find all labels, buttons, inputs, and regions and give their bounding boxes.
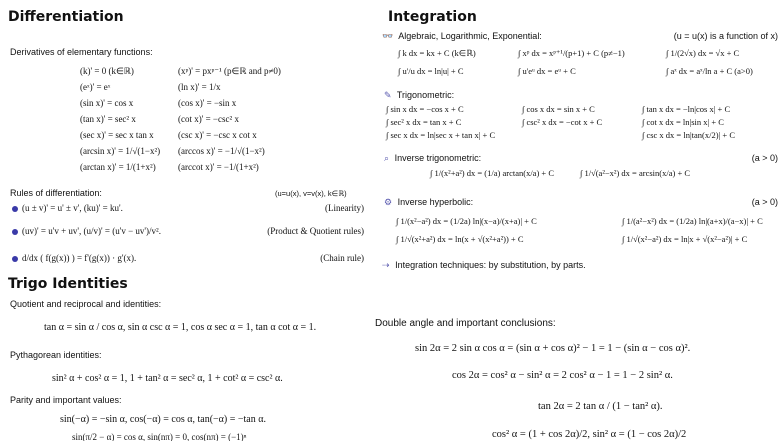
parity-line: sin(−α) = −sin α, cos(−α) = cos α, tan(−α) = −tan α. — [60, 414, 266, 425]
integral: ∫ sin x dx = −cos x + C — [386, 104, 464, 114]
integral: ∫ cot x dx = ln|sin x| + C — [642, 117, 724, 127]
rules-heading: Rules of differentiation: — [10, 188, 102, 198]
invtrig-section-header — [384, 153, 778, 164]
integral: ∫ u'/u dx = ln|u| + C — [398, 66, 464, 76]
integral: ∫ cos x dx = sin x + C — [522, 104, 595, 114]
pyth-heading: Pythagorean identities: — [10, 350, 102, 360]
bullet-icon — [12, 206, 18, 212]
integral: ∫ xᵖ dx = xᵖ⁺¹/(p+1) + C (p≠−1) — [518, 48, 625, 58]
deriv-row: (arccos x)' = −1/√(1−x²) — [178, 146, 265, 156]
trigo-title: Trigo Identities — [8, 276, 128, 292]
double-line-2: cos 2α = cos² α − sin² α = 2 cos² α − 1 = 1 − 2 sin² α. — [452, 370, 673, 381]
integral: ∫ 1/√(a²−x²) dx = arcsin(x/a) + C — [580, 168, 691, 178]
integral: ∫ csc² x dx = −cot x + C — [522, 117, 603, 127]
deriv-row: (arctan x)' = 1/(1+x²) — [80, 162, 156, 172]
parity-line-2: sin(π/2 − α) = cos α, sin(nπ) = 0, cos(nπ) = (−1)ⁿ — [72, 432, 247, 441]
deriv-row: (k)' = 0 (k∈ℝ) — [80, 66, 134, 76]
rule-formula: (uv)' = u'v + uv', (u/v)' = (u'v − uv')/v². — [22, 226, 161, 236]
integral: ∫ 1/(x²+a²) dx = (1/a) arctan(x/a) + C — [430, 168, 554, 178]
integral: ∫ tan x dx = −ln|cos x| + C — [642, 104, 731, 114]
techniques-line — [382, 260, 586, 271]
rule-tag: (Linearity) — [325, 203, 364, 213]
double-heading: Double angle and important conclusions: — [375, 318, 556, 329]
eye-glasses-icon: 👓 — [382, 31, 394, 41]
elementary-heading: Derivatives of elementary functions: — [10, 47, 153, 57]
trig-section-header — [384, 90, 454, 101]
alg-heading: Algebraic, Logarithmic, Exponential: — [398, 31, 542, 41]
integral: ∫ sec x dx = ln|sec x + tan x| + C — [386, 130, 496, 140]
deriv-row: (arccot x)' = −1/(1+x²) — [178, 162, 259, 172]
deriv-row: (sin x)' = cos x — [80, 98, 134, 108]
double-line-1: sin 2α = 2 sin α cos α = (sin α + cos α)² − 1 = 1 − (sin α − cos α)². — [415, 343, 691, 354]
differentiation-title: Differentiation — [8, 9, 124, 25]
alg-section-header — [382, 31, 778, 42]
invhyp-formulas — [396, 212, 763, 248]
arrow-icon: ⇢ — [382, 260, 390, 270]
integral: ∫ 1/(x²−a²) dx = (1/2a) ln|(x−a)/(x+a)| + C — [396, 216, 537, 226]
double-line-4: cos² α = (1 + cos 2α)/2, sin² α = (1 − cos 2α)/2 — [492, 429, 687, 440]
deriv-row: (csc x)' = −csc x cot x — [178, 130, 257, 140]
invhyp-note: (a > 0) — [751, 197, 778, 207]
deriv-row: (arcsin x)' = 1/√(1−x²) — [80, 146, 161, 156]
integral: ∫ 1/√(x²+a²) dx = ln(x + √(x²+a²)) + C — [396, 234, 524, 244]
rule-chain — [12, 253, 364, 263]
techniques-text: Integration techniques: by substitution, by parts. — [395, 260, 586, 270]
integral: ∫ sec² x dx = tan x + C — [386, 117, 462, 127]
deriv-row: (eˣ)' = eˣ — [80, 82, 111, 92]
integral: ∫ 1/√(x²−a²) dx = ln|x + √(x²−a²)| + C — [622, 234, 748, 244]
double-line-3: tan 2α = 2 tan α / (1 − tan² α). — [538, 401, 663, 412]
invhyp-section-header — [384, 197, 778, 208]
rule-formula: (u ± v)' = u' ± v', (ku)' = ku'. — [22, 203, 123, 213]
pencil-icon: ✎ — [384, 90, 392, 100]
elem-right-list — [178, 63, 281, 175]
invtrig-formulas — [430, 168, 690, 178]
quotient-line: tan α = sin α / cos α, sin α csc α = 1, cos α sec α = 1, tan α cot α = 1. — [44, 322, 317, 333]
deriv-row: (xᵖ)' = pxᵖ⁻¹ (p∈ℝ and p≠0) — [178, 66, 281, 76]
invtrig-note: (a > 0) — [751, 153, 778, 163]
alg-formulas — [398, 44, 753, 80]
gear-icon: ⚙ — [384, 197, 393, 207]
integration-title: Integration — [388, 9, 477, 25]
trig-formulas — [386, 103, 735, 142]
rules-note: (u=u(x), v=v(x), k∈ℝ) — [275, 189, 347, 198]
deriv-row: (tan x)' = sec² x — [80, 114, 136, 124]
parity-heading: Parity and important values: — [10, 395, 122, 405]
rule-formula: d/dx ( f(g(x)) ) = f'(g(x)) · g'(x). — [22, 253, 137, 263]
deriv-row: (cot x)' = −csc² x — [178, 114, 239, 124]
bullet-icon — [12, 229, 18, 235]
bullet-icon — [12, 256, 18, 262]
deriv-row: (cos x)' = −sin x — [178, 98, 237, 108]
trig-heading: Trigonometric: — [396, 90, 455, 100]
integral: ∫ csc x dx = ln|tan(x/2)| + C — [642, 130, 735, 140]
integral: ∫ aˣ dx = aˣ/ln a + C (a>0) — [666, 66, 753, 76]
integral: ∫ 1/(a²−x²) dx = (1/2a) ln|(a+x)/(a−x)| + C — [622, 216, 763, 226]
pyth-line: sin² α + cos² α = 1, 1 + tan² α = sec² α, 1 + cot² α = csc² α. — [52, 373, 283, 384]
rule-linearity — [12, 203, 364, 213]
rule-product — [12, 226, 364, 236]
rule-tag: (Product & Quotient rules) — [267, 226, 364, 236]
integral: ∫ 1/(2√x) dx = √x + C — [666, 48, 740, 58]
integral: ∫ k dx = kx + C (k∈ℝ) — [398, 48, 476, 58]
elem-left-list — [80, 63, 160, 175]
invtrig-heading: Inverse trigonometric: — [394, 153, 482, 163]
deriv-row: (sec x)' = sec x tan x — [80, 130, 154, 140]
quotient-heading: Quotient and reciprocal and identities: — [10, 299, 162, 309]
integral: ∫ u'eᵘ dx = eᵘ + C — [518, 66, 576, 76]
invhyp-heading: Inverse hyperbolic: — [397, 197, 474, 207]
magnifier-icon: ⌕ — [384, 153, 390, 163]
alg-note: (u = u(x) is a function of x) — [673, 31, 778, 41]
rule-tag: (Chain rule) — [320, 253, 364, 263]
deriv-row: (ln x)' = 1/x — [178, 82, 221, 92]
